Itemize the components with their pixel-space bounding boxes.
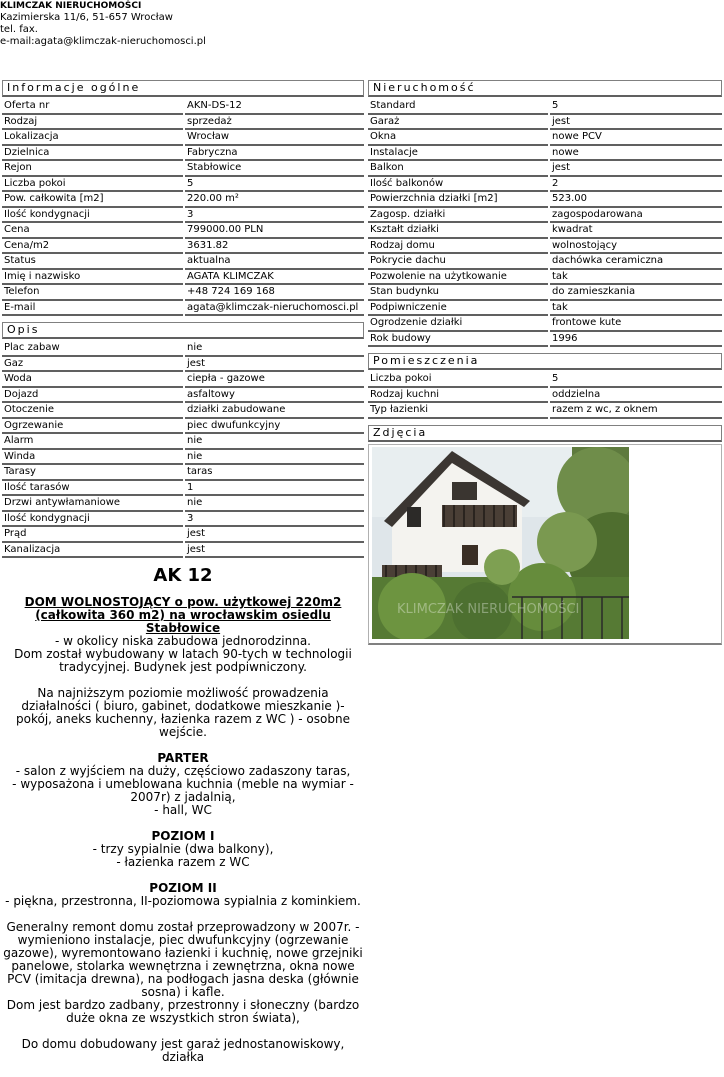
row-label: Woda	[2, 372, 183, 388]
table-row	[2, 512, 364, 528]
table-row	[2, 481, 364, 497]
opis-table	[2, 341, 364, 558]
row-value: nie	[185, 341, 364, 357]
table-row	[2, 270, 364, 286]
table-row	[2, 450, 364, 466]
table-row	[2, 372, 364, 388]
heading-parter: PARTER	[157, 751, 209, 765]
row-label: Ilość kondygnacji	[2, 208, 183, 224]
row-value: oddzielna	[550, 388, 722, 404]
table-row	[2, 130, 364, 146]
table-row	[2, 177, 364, 193]
table-row	[2, 496, 364, 512]
row-label: Instalacje	[368, 146, 548, 162]
section-rooms-title: Pomieszczenia	[368, 353, 722, 370]
description	[2, 566, 364, 1064]
table-row	[368, 208, 722, 224]
row-value: aktualna	[185, 254, 364, 270]
table-row	[368, 146, 722, 162]
table-row	[2, 357, 364, 373]
row-label: Garaż	[368, 115, 548, 131]
left-column	[2, 78, 364, 1077]
row-value: 5	[185, 177, 364, 193]
table-row	[2, 341, 364, 357]
property-table	[368, 99, 722, 347]
row-label: E-mail	[2, 301, 183, 317]
table-row	[2, 388, 364, 404]
row-label: Okna	[368, 130, 548, 146]
row-label: Rejon	[2, 161, 183, 177]
row-label: Rodzaj kuchni	[368, 388, 548, 404]
right-column	[368, 78, 722, 645]
row-label: Ilość balkonów	[368, 177, 548, 193]
row-label: Dzielnica	[2, 146, 183, 162]
row-label: Typ łazienki	[368, 403, 548, 419]
row-label: Winda	[2, 450, 183, 466]
row-label: Telefon	[2, 285, 183, 301]
table-row	[368, 270, 722, 286]
row-value: 799000.00 PLN	[185, 223, 364, 239]
table-row	[2, 465, 364, 481]
agency-name: KLIMCZAK NIERUCHOMOŚCI	[0, 1, 142, 11]
agency-email: e-mail:agata@klimczak-nieruchomosci.pl	[0, 36, 206, 47]
row-label: Cena	[2, 223, 183, 239]
row-label: Otoczenie	[2, 403, 183, 419]
table-row	[368, 161, 722, 177]
row-label: Ogrzewanie	[2, 419, 183, 435]
rooms-table	[368, 372, 722, 419]
table-row	[2, 208, 364, 224]
house-photo[interactable]	[372, 447, 629, 639]
description-paragraph: - w okolicy niska zabudowa jednorodzinna. Dom został wybudowany w latach 90-tych w technologii tradycyjnej. Budynek jest podpiwniczony.	[14, 634, 352, 674]
row-value: kwadrat	[550, 223, 722, 239]
table-row	[2, 239, 364, 255]
table-row	[2, 419, 364, 435]
section-general-title: Informacje ogólne	[2, 80, 364, 97]
description-paragraph: - piękna, przestronna, II-poziomowa sypialnia z kominkiem.	[5, 894, 361, 908]
row-value: 2	[550, 177, 722, 193]
row-value: 1996	[550, 332, 722, 348]
row-value: piec dwufunkcyjny	[185, 419, 364, 435]
row-value: 523.00	[550, 192, 722, 208]
row-value: 3	[185, 208, 364, 224]
table-row	[2, 223, 364, 239]
photo-gallery	[368, 444, 722, 645]
description-paragraph: - trzy sypialnie (dwa balkony), - łazienka razem z WC	[92, 842, 274, 869]
table-row	[368, 239, 722, 255]
description-paragraph: - salon z wyjściem na duży, częściowo zadaszony taras, - wyposażona i umeblowana kuchnia (meble na wymiar - 2007r) z jadalnią, - hall, WC	[12, 764, 354, 817]
row-label: Drzwi antywłamaniowe	[2, 496, 183, 512]
table-row	[368, 372, 722, 388]
row-value: Wrocław	[185, 130, 364, 146]
row-label: Oferta nr	[2, 99, 183, 115]
table-row	[2, 192, 364, 208]
row-value: Stabłowice	[185, 161, 364, 177]
row-label: Ogrodzenie działki	[368, 316, 548, 332]
table-row	[368, 223, 722, 239]
table-row	[368, 177, 722, 193]
row-value: ciepła - gazowe	[185, 372, 364, 388]
row-value: frontowe kute	[550, 316, 722, 332]
row-value: asfaltowy	[185, 388, 364, 404]
row-label: Rodzaj domu	[368, 239, 548, 255]
section-property-title: Nieruchomość	[368, 80, 722, 97]
section-opis-title: Opis	[2, 322, 364, 339]
table-row	[368, 301, 722, 317]
row-label: Rok budowy	[368, 332, 548, 348]
row-value: jest	[185, 357, 364, 373]
row-value: nie	[185, 450, 364, 466]
table-row	[2, 403, 364, 419]
row-label: Liczba pokoi	[368, 372, 548, 388]
row-label: Kanalizacja	[2, 543, 183, 559]
row-value: działki zabudowane	[185, 403, 364, 419]
row-value: taras	[185, 465, 364, 481]
row-value: jest	[550, 161, 722, 177]
table-row	[368, 115, 722, 131]
row-value: 3631.82	[185, 239, 364, 255]
table-row	[368, 332, 722, 348]
section-photos-title: Zdjęcia	[368, 425, 722, 442]
table-row	[368, 403, 722, 419]
table-row	[2, 99, 364, 115]
row-value: 5	[550, 372, 722, 388]
row-label: Stan budynku	[368, 285, 548, 301]
agency-phone: tel. fax.	[0, 24, 38, 35]
row-value: dachówka ceramiczna	[550, 254, 722, 270]
table-row	[368, 285, 722, 301]
table-row	[368, 316, 722, 332]
row-label: Gaz	[2, 357, 183, 373]
row-label: Lokalizacja	[2, 130, 183, 146]
row-value: nie	[185, 496, 364, 512]
table-row	[2, 434, 364, 450]
row-value: 3	[185, 512, 364, 528]
row-label: Powierzchnia działki [m2]	[368, 192, 548, 208]
heading-poziom-1: POZIOM I	[151, 829, 215, 843]
row-label: Zagosp. działki	[368, 208, 548, 224]
table-row	[2, 254, 364, 270]
agency-address: Kazimierska 11/6, 51-657 Wrocław	[0, 12, 173, 23]
row-label: Plac zabaw	[2, 341, 183, 357]
table-row	[368, 130, 722, 146]
heading-poziom-2: POZIOM II	[149, 881, 217, 895]
row-value: +48 724 169 168	[185, 285, 364, 301]
table-row	[368, 192, 722, 208]
row-label: Cena/m2	[2, 239, 183, 255]
photo-watermark: KLIMCZAK NIERUCHOMOŚCI	[397, 601, 580, 617]
row-value: tak	[550, 270, 722, 286]
description-paragraph: Na najniższym poziomie możliwość prowadzenia działalności ( biuro, gabinet, dodatkowe mieszkanie )- pokój, aneks kuchenny, łazienka razem z WC ) - osobne wejście.	[16, 686, 350, 739]
row-label: Pow. całkowita [m2]	[2, 192, 183, 208]
row-label: Dojazd	[2, 388, 183, 404]
row-value: tak	[550, 301, 722, 317]
table-row	[2, 527, 364, 543]
table-row	[2, 146, 364, 162]
row-value: Fabryczna	[185, 146, 364, 162]
row-value: jest	[550, 115, 722, 131]
table-row	[2, 115, 364, 131]
row-label: Ilość tarasów	[2, 481, 183, 497]
house-photo-image	[372, 447, 629, 639]
row-label: Ilość kondygnacji	[2, 512, 183, 528]
row-label: Pozwolenie na użytkowanie	[368, 270, 548, 286]
table-row	[2, 301, 364, 317]
row-label: Balkon	[368, 161, 548, 177]
row-value: AKN-DS-12	[185, 99, 364, 115]
table-row	[368, 388, 722, 404]
row-value: wolnostojący	[550, 239, 722, 255]
row-label: Liczba pokoi	[2, 177, 183, 193]
row-value: agata@klimczak-nieruchomosci.pl	[185, 301, 364, 317]
description-lead: DOM WOLNOSTOJĄCY o pow. użytkowej 220m2 (całkowita 360 m2) na wrocławskim osiedlu Stabłowice	[24, 595, 342, 635]
row-label: Status	[2, 254, 183, 270]
row-label: Prąd	[2, 527, 183, 543]
row-value: AGATA KLIMCZAK	[185, 270, 364, 286]
row-label: Tarasy	[2, 465, 183, 481]
table-row	[2, 543, 364, 559]
table-row	[2, 161, 364, 177]
row-value: 1	[185, 481, 364, 497]
table-row	[368, 99, 722, 115]
description-paragraph: Do domu dobudowany jest garaż jednostanowiskowy, działka	[21, 1037, 345, 1064]
row-value: zagospodarowana	[550, 208, 722, 224]
agency-header	[0, 0, 206, 48]
description-paragraph: Generalny remont domu został przeprowadzony w 2007r. - wymieniono instalacje, piec dwufunkcyjny (ogrzewanie gazowe), wyremontowano łazienki i kuchnię, nowe grzejniki panelowe, stolarka wewnętrzna i zewnętrzna, okna nowe PCV (imitacja drewna), na podłogach jasna deska (głównie sosna) i kafle. Dom jest bardzo zadbany, przestronny i słoneczny (bardzo duże okna ze wszystkich stron świata),	[3, 920, 363, 1025]
row-value: nowe	[550, 146, 722, 162]
row-value: nowe PCV	[550, 130, 722, 146]
row-value: jest	[185, 543, 364, 559]
row-value: sprzedaż	[185, 115, 364, 131]
row-value: razem z wc, z oknem	[550, 403, 722, 419]
row-label: Podpiwniczenie	[368, 301, 548, 317]
row-value: do zamieszkania	[550, 285, 722, 301]
row-value: jest	[185, 527, 364, 543]
row-value: 5	[550, 99, 722, 115]
row-label: Imię i nazwisko	[2, 270, 183, 286]
row-label: Rodzaj	[2, 115, 183, 131]
row-value: nie	[185, 434, 364, 450]
table-row	[2, 285, 364, 301]
row-label: Kształt działki	[368, 223, 548, 239]
table-row	[368, 254, 722, 270]
row-label: Standard	[368, 99, 548, 115]
description-title: AK 12	[153, 565, 213, 586]
row-label: Pokrycie dachu	[368, 254, 548, 270]
row-value: 220.00 m²	[185, 192, 364, 208]
row-label: Alarm	[2, 434, 183, 450]
general-table	[2, 99, 364, 316]
